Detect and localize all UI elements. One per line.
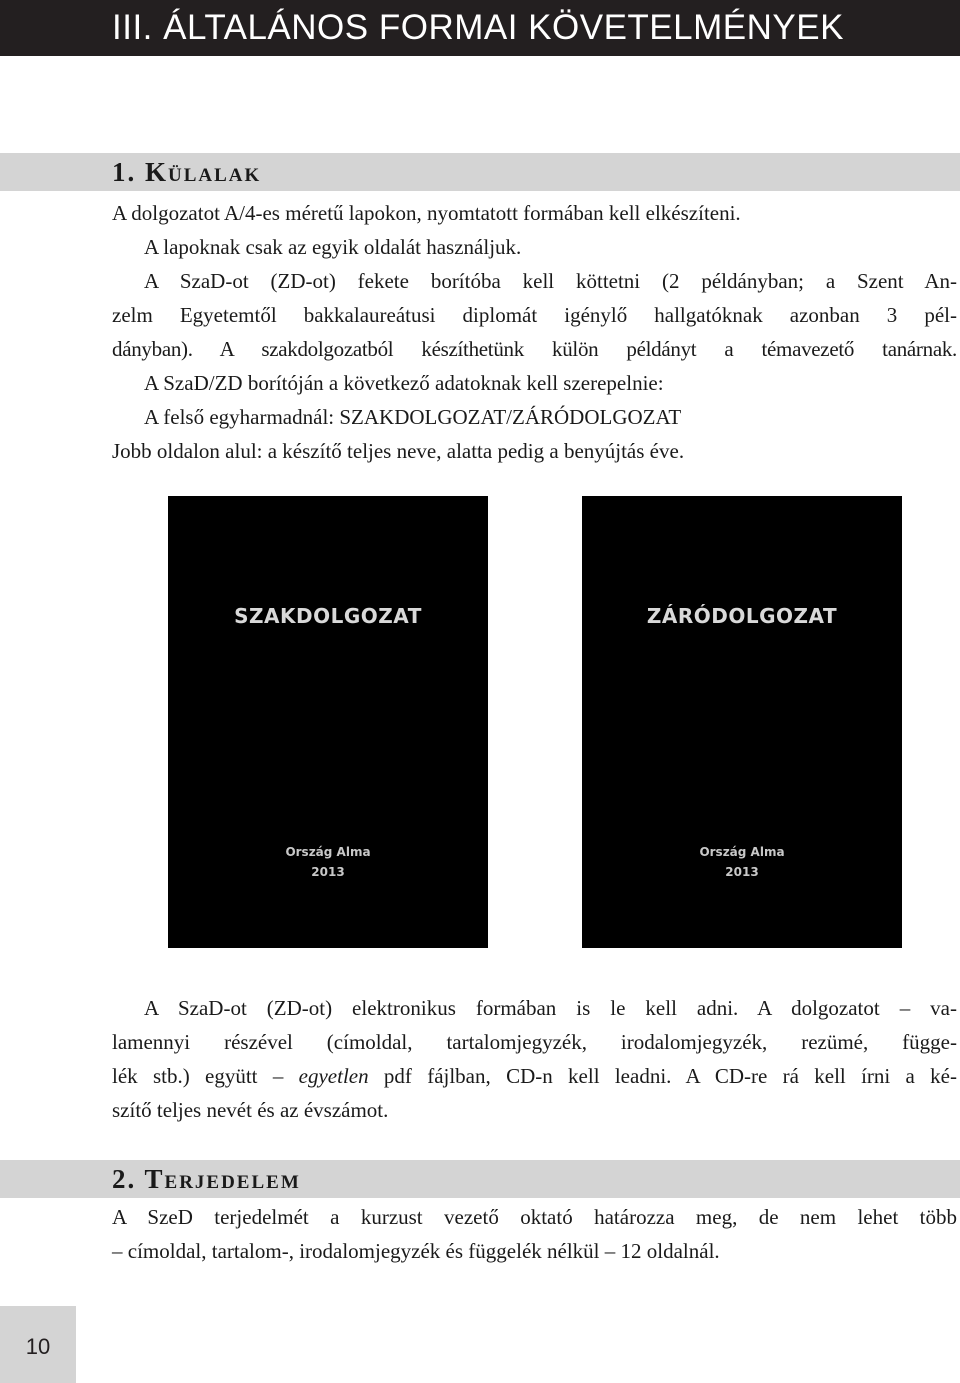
electronic-line: A SzaD-ot (ZD-ot) elektronikus formában is le kell adni. A dolgozatot – va- bbox=[144, 996, 957, 1020]
intro-line: A SzaD/ZD borítóján a következő adatoknak kell szerepelnie: bbox=[144, 371, 664, 395]
cover-author: Ország Alma bbox=[699, 845, 785, 859]
intro-line: dányban). A szakdolgozatból készíthetünk külön példányt a témavezető tanárnak. bbox=[112, 337, 957, 361]
body-line: – címoldal, tartalom-, irodalomjegyzék és függelék nélkül – 12 oldalnál. bbox=[112, 1239, 720, 1263]
chapter-header-bar bbox=[0, 0, 960, 56]
section1-electronic bbox=[112, 991, 957, 1127]
intro-line: A lapoknak csak az egyik oldalát használjuk. bbox=[144, 235, 522, 259]
body-line: A SzeD terjedelmét a kurzust vezető oktató határozza meg, de nem lehet több bbox=[112, 1205, 957, 1229]
chapter-title: III. ÁLTALÁNOS FORMAI KÖVETELMÉNYEK bbox=[112, 8, 844, 47]
section1-intro bbox=[112, 196, 957, 468]
page-number: 10 bbox=[25, 1334, 51, 1359]
electronic-line bbox=[112, 1059, 957, 1093]
section2-body bbox=[112, 1200, 957, 1268]
electronic-text: lék stb.) együtt – bbox=[112, 1064, 299, 1088]
section2-title: 2. Terjedelem bbox=[112, 1164, 301, 1194]
intro-line: A SzaD-ot (ZD-ot) fekete borítóba kell köttetni (2 példányban; a Szent An- bbox=[144, 269, 957, 293]
cover-year: 2013 bbox=[725, 865, 759, 879]
cover-year: 2013 bbox=[311, 865, 345, 879]
cover-title: ZÁRÓDOLGOZAT bbox=[646, 604, 838, 628]
cover-title: SZAKDOLGOZAT bbox=[234, 604, 422, 628]
electronic-line: szítő teljes nevét és az évszámot. bbox=[112, 1098, 389, 1122]
intro-line: A dolgozatot A/4-es méretű lapokon, nyomtatott formában kell elkészíteni. bbox=[112, 201, 741, 225]
intro-line: A felső egyharmadnál: SZAKDOLGOZAT/ZÁRÓDOLGOZAT bbox=[144, 405, 682, 429]
cover-sample-szakdolgozat bbox=[168, 496, 488, 948]
electronic-text: pdf fájlban, CD-n kell leadni. A CD-re rá kell írni a ké- bbox=[368, 1064, 957, 1088]
intro-line: zelm Egyetemtől bakkalaureátusi diplomát igénylő hallgatóknak azonban 3 pél- bbox=[112, 303, 957, 327]
page-number-box bbox=[0, 1306, 76, 1383]
electronic-line: lamennyi részével (címoldal, tartalomjegyzék, irodalomjegyzék, rezümé, függe- bbox=[112, 1030, 957, 1054]
section1-title: 1. Külalak bbox=[112, 157, 262, 187]
cover-sample-zarodolgozat bbox=[582, 496, 902, 948]
cover-author: Ország Alma bbox=[285, 845, 371, 859]
intro-line: Jobb oldalon alul: a készítő teljes neve, alatta pedig a benyújtás éve. bbox=[112, 439, 685, 463]
emphasis-text: egyetlen bbox=[298, 1064, 369, 1088]
